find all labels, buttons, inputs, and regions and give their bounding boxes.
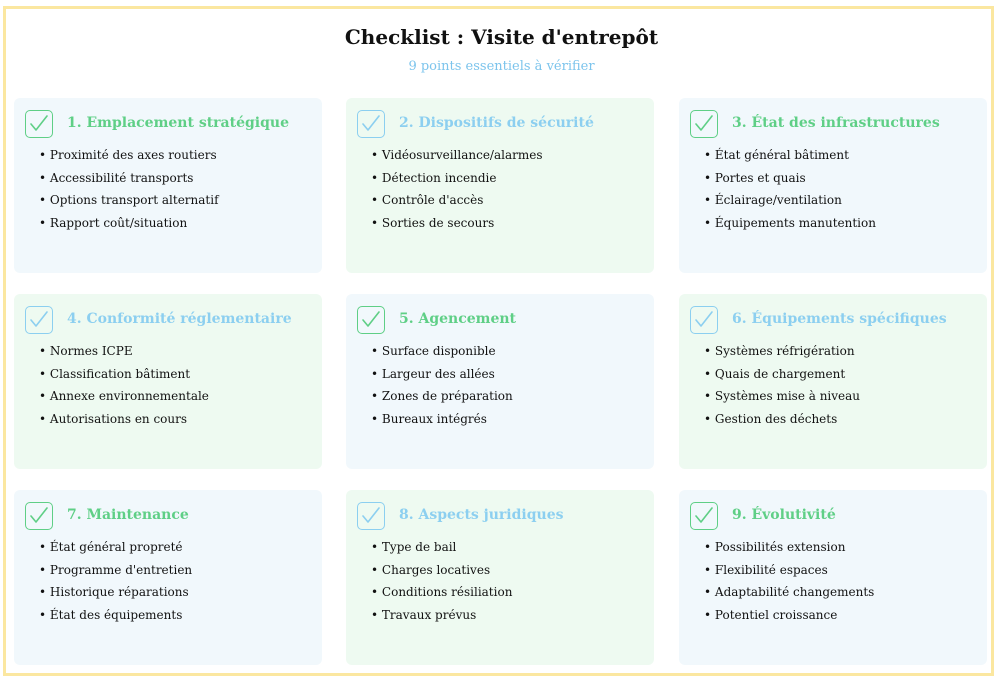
list-item: • Éclairage/ventilation — [704, 192, 876, 215]
list-item: • État général propreté — [39, 539, 192, 562]
checklist-card-5 — [346, 294, 654, 469]
card-title: 9. Évolutivité — [732, 507, 836, 523]
checkmark-icon — [25, 502, 53, 530]
checkmark-icon — [25, 110, 53, 138]
checklist-card-7 — [14, 490, 322, 665]
list-item: • État général bâtiment — [704, 147, 876, 170]
card-item-list — [39, 343, 209, 433]
list-item: • Options transport alternatif — [39, 192, 219, 215]
list-item: • Travaux prévus — [371, 607, 512, 630]
card-title: 3. État des infrastructures — [732, 115, 940, 131]
list-item: • Systèmes mise à niveau — [704, 388, 860, 411]
list-item: • Conditions résiliation — [371, 584, 512, 607]
card-title: 2. Dispositifs de sécurité — [399, 115, 594, 131]
checklist-card-4 — [14, 294, 322, 469]
card-item-list — [704, 343, 860, 433]
checkmark-icon — [357, 306, 385, 334]
list-item: • Sorties de secours — [371, 215, 543, 238]
list-item: • Portes et quais — [704, 170, 876, 193]
checkmark-icon — [690, 110, 718, 138]
list-item: • Potentiel croissance — [704, 607, 874, 630]
checkmark-icon — [690, 306, 718, 334]
checklist-card-8 — [346, 490, 654, 665]
list-item: • Équipements manutention — [704, 215, 876, 238]
card-item-list — [371, 343, 513, 433]
list-item: • Adaptabilité changements — [704, 584, 874, 607]
list-item: • Classification bâtiment — [39, 366, 209, 389]
checkmark-icon — [690, 502, 718, 530]
list-item: • Quais de chargement — [704, 366, 860, 389]
list-item: • Type de bail — [371, 539, 512, 562]
list-item: • Autorisations en cours — [39, 411, 209, 434]
card-title: 6. Équipements spécifiques — [732, 311, 947, 327]
card-item-list — [704, 539, 874, 629]
list-item: • Normes ICPE — [39, 343, 209, 366]
checklist-card-3 — [679, 98, 987, 273]
list-item: • Proximité des axes routiers — [39, 147, 219, 170]
list-item: • Annexe environnementale — [39, 388, 209, 411]
card-title: 8. Aspects juridiques — [399, 507, 564, 523]
list-item: • État des équipements — [39, 607, 192, 630]
checklist-card-9 — [679, 490, 987, 665]
page-subtitle: 9 points essentiels à vérifier — [408, 59, 595, 74]
list-item: • Charges locatives — [371, 562, 512, 585]
card-item-list — [371, 539, 512, 629]
checkmark-icon — [357, 502, 385, 530]
card-item-list — [371, 147, 543, 237]
list-item: • Gestion des déchets — [704, 411, 860, 434]
checklist-card-1 — [14, 98, 322, 273]
list-item: • Largeur des allées — [371, 366, 513, 389]
card-title: 4. Conformité réglementaire — [67, 311, 292, 327]
checkmark-icon — [25, 306, 53, 334]
list-item: • Surface disponible — [371, 343, 513, 366]
card-title: 1. Emplacement stratégique — [67, 115, 289, 131]
list-item: • Accessibilité transports — [39, 170, 219, 193]
card-item-list — [39, 539, 192, 629]
list-item: • Historique réparations — [39, 584, 192, 607]
list-item: • Détection incendie — [371, 170, 543, 193]
list-item: • Rapport coût/situation — [39, 215, 219, 238]
card-item-list — [704, 147, 876, 237]
checklist-card-6 — [679, 294, 987, 469]
checklist-card-2 — [346, 98, 654, 273]
list-item: • Possibilités extension — [704, 539, 874, 562]
page-title: Checklist : Visite d'entrepôt — [344, 25, 659, 49]
card-item-list — [39, 147, 219, 237]
list-item: • Contrôle d'accès — [371, 192, 543, 215]
card-title: 7. Maintenance — [67, 507, 189, 523]
card-title: 5. Agencement — [399, 311, 517, 327]
list-item: • Zones de préparation — [371, 388, 513, 411]
checkmark-icon — [357, 110, 385, 138]
list-item: • Bureaux intégrés — [371, 411, 513, 434]
list-item: • Vidéosurveillance/alarmes — [371, 147, 543, 170]
list-item: • Systèmes réfrigération — [704, 343, 860, 366]
list-item: • Programme d'entretien — [39, 562, 192, 585]
list-item: • Flexibilité espaces — [704, 562, 874, 585]
